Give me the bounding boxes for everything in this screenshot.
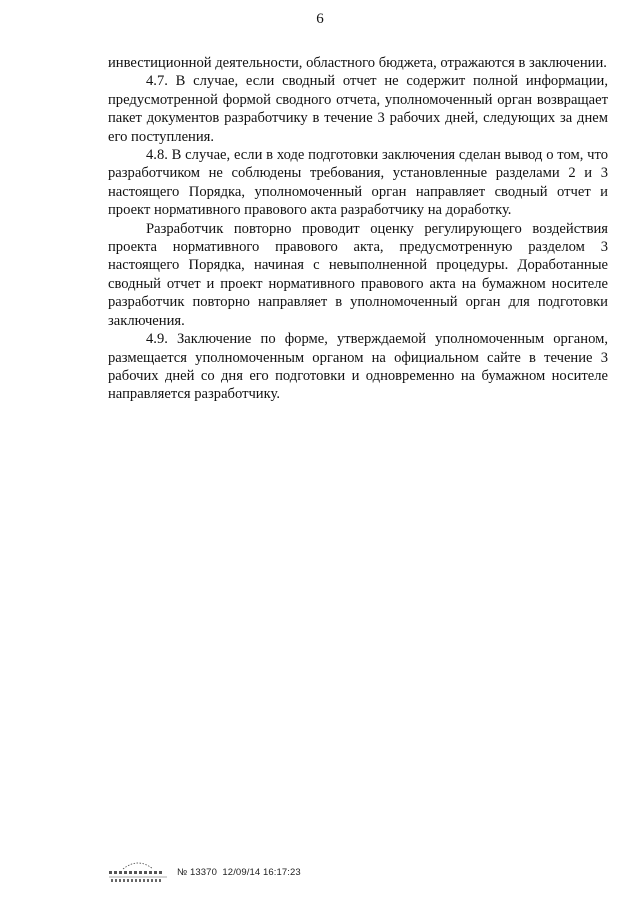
paragraph-4-9: 4.9. Заключение по форме, утверждаемой уполномоченным органом, размещается уполномоченным органом на официальном сайте в течение 3 рабочих дней со дня его подготовки и одновременно на бумажном носителе направляется разработчику.	[108, 331, 608, 403]
document-body	[108, 54, 608, 404]
paragraph-4-8: 4.8. В случае, если в ходе подготовки заключения сделан вывод о том, что разработчиком не соблюдены требования, установленные разделами 2 и 3 настоящего Порядка, уполномоченный орган направляет сводный отчет и проект нормативного правового акта разработчику на доработку.	[108, 147, 608, 219]
paragraph-developer-rework: Разработчик повторно проводит оценку регулирующего воздействия проекта нормативного правового акта, предусмотренную разделом 3 настоящего Порядка, начиная с невыполненной процедуры. Доработанные сводный отчет и проект нормативного правового акта на бумажном носителе разработчик повторно направляет в уполномоченный орган для подготовки заключения.	[108, 220, 608, 329]
paragraph-continuation: инвестиционной деятельности, областного бюджета, отражаются в заключении.	[108, 55, 607, 71]
registration-stamp-icon	[107, 859, 169, 885]
registration-footer	[107, 858, 301, 886]
paragraph-4-7: 4.7. В случае, если сводный отчет не содержит полной информации, предусмотренной формой сводного отчета, уполномоченный орган возвращает пакет документов разработчику в течение 3 рабочих дней, следующих за днем его поступления.	[108, 73, 608, 145]
page-number: 6	[316, 11, 324, 27]
registration-number: № 13370 12/09/14 16:17:23	[177, 866, 301, 878]
